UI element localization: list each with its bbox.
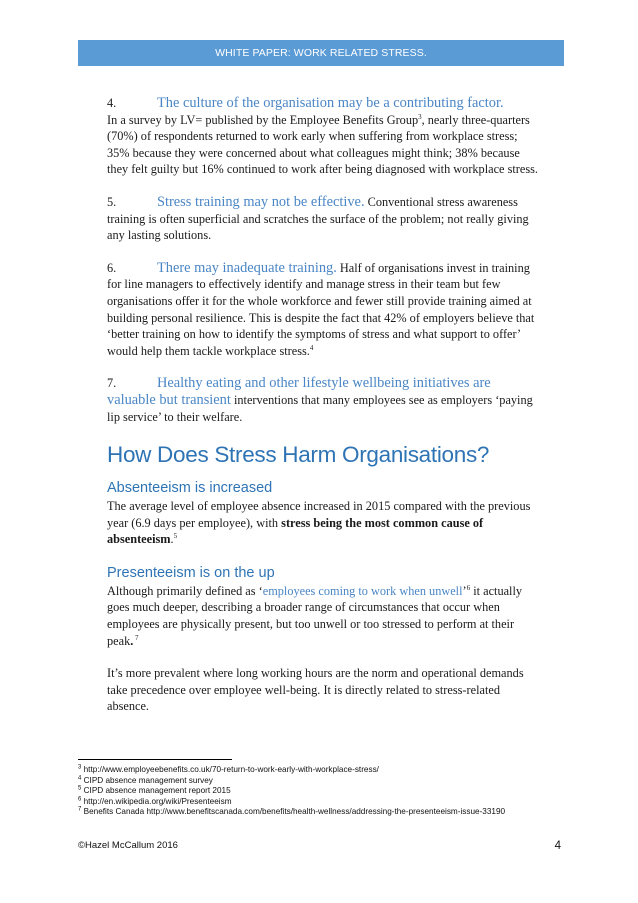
footnote [78,797,558,808]
presenteeism-dot: . [130,633,134,648]
footnote-number: 5 [78,785,82,792]
presenteeism-quote: ’ [462,583,467,598]
point-body: , nearly three-quarters (70%) of respondents returned to work early when suffering from workplace stress; 35% because they were concerned about what colleagues might think; 38% because they felt guilty but 16% continued to work after being diagnosed with workplace stress. [107,112,538,177]
footnote-number: 3 [78,764,82,771]
point-heading: There may inadequate training. [157,259,337,276]
footnote-ref[interactable]: 4 [309,343,314,352]
presenteeism-body [107,583,539,649]
point-4 [107,95,539,178]
point-heading: The culture of the organisation may be a contributing factor. [157,95,504,111]
footnote [78,765,558,776]
footnote-ref[interactable]: 5 [173,532,178,541]
absenteeism-body [107,498,539,548]
footnote-number: 4 [78,774,82,781]
footnote-number: 7 [78,806,82,813]
footnote [78,776,558,787]
header-title: WHITE PAPER: WORK RELATED STRESS. [215,47,427,59]
footnote-text[interactable]: http://www.employeebenefits.co.uk/70-return-to-work-early-with-workplace-stress/ [83,765,379,774]
section-title: How Does Stress Harm Organisations? [107,442,490,468]
footnote-text[interactable]: http://en.wikipedia.org/wiki/Presenteeism [83,796,232,806]
footnote-ref[interactable]: 7 [133,633,139,642]
point-heading: Stress training may not be effective. [157,193,365,210]
absenteeism-text: The average level of employee absence increased in 2015 compared with the previous year (6.9 days per employee), with [107,499,531,530]
point-5 [107,194,539,244]
point-body: interventions that many employees see as employers ‘paying lip service’ to their welfare. [107,392,533,424]
footnotes [78,765,558,818]
point-number: 7. [107,376,117,391]
footnote-text: CIPD absence management survey [83,775,213,785]
presenteeism-para2: It’s more prevalent where long working hours are the norm and operational demands take precedence over employee well-being. It is directly related to stress-related absence. [107,666,524,714]
absenteeism-end: . [170,532,174,547]
point-body: In a survey by LV= published by the Employee Benefits Group [107,112,419,127]
point-body: Conventional stress awareness training is often superficial and scratches the surface of the problem; not really giving any lasting solutions. [107,194,529,243]
point-7 [107,375,539,425]
footnote-text[interactable]: Benefits Canada http://www.benefitscanada.com/benefits/health-wellness/addressing-the-presenteeism-issue-33190 [83,807,506,816]
point-number: 5. [107,194,117,209]
main-content [107,95,539,731]
copyright: ©Hazel McCallum 2016 [78,840,178,851]
absenteeism-heading: Absenteeism is increased [107,480,273,497]
page-number: 4 [554,840,561,852]
point-number: 4. [107,96,117,110]
point-heading: Healthy eating and other lifestyle wellbeing initiatives are valuable but transient [107,375,491,408]
point-body: Half of organisations invest in training for line managers to effectively identify and manage stress in their team but few organisations offer it for the whole workforce and fewer still provide training aimed at building personal resilience. This is despite the fact that 42% of employers believe that ‘better training on how to identify the symptoms of stress and what support to offer’ would help them tackle workplace stress. [107,260,535,358]
footnote-text: CIPD absence management report 2015 [83,786,231,795]
footnote-number: 6 [78,795,82,802]
presenteeism-text: Although primarily defined as ‘ [107,583,263,598]
footnote-ref[interactable]: 6 [466,583,471,592]
footnote [78,807,558,818]
presenteeism-heading: Presenteeism is on the up [107,564,275,581]
presenteeism-link[interactable]: employees coming to work when unwell [262,583,463,598]
point-6 [107,260,539,360]
footnote-ref[interactable]: 3 [418,112,422,121]
footnote-divider [78,759,232,760]
footnote [78,786,558,797]
header-banner [78,40,564,66]
presenteeism-text: it actually goes much deeper, describing a broader range of circumstances that occur when employees are physically present, but too unwell or too stressed to perform at their peak [107,583,523,648]
point-number: 6. [107,260,117,275]
absenteeism-bold: stress being the most common cause of absenteeism [107,515,484,547]
